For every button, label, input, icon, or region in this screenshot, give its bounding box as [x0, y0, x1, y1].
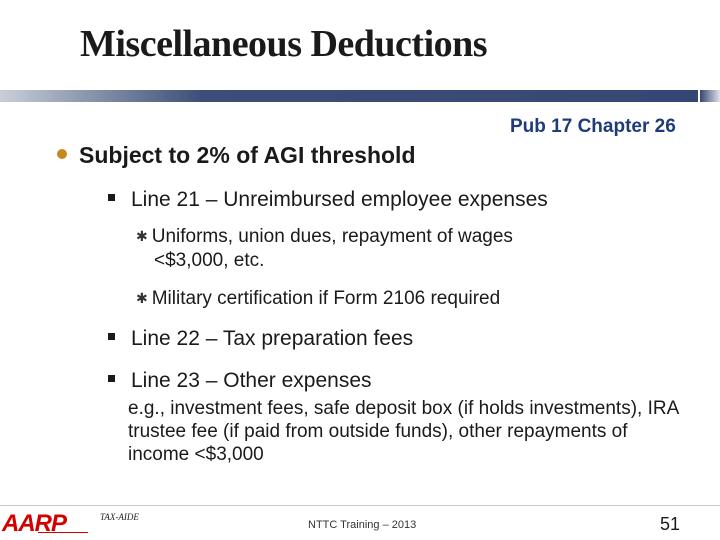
title-accent-bar-fade — [700, 90, 720, 102]
bullet-level1-text: Subject to 2% of AGI threshold — [79, 142, 416, 168]
bullet-line-23-text: Line 23 – Other expenses — [131, 369, 372, 392]
star-bullet-icon: ✱ — [136, 228, 148, 244]
square-bullet-icon — [108, 333, 115, 340]
aarp-logo: AARP — [2, 510, 67, 537]
subbullet-uniforms-line1: Uniforms, union dues, repayment of wages — [151, 226, 513, 247]
subbullet-uniforms-line2: <$3,000, etc. — [154, 250, 265, 271]
square-bullet-icon — [108, 194, 115, 201]
bullet-line-21-text: Line 21 – Unreimbursed employee expenses — [131, 188, 548, 211]
page-number: 51 — [660, 514, 681, 534]
footer-divider — [0, 505, 720, 506]
example-text: e.g., investment fees, safe deposit box (if holds investments), IRA trustee fee (if paid from outside funds), other repayments of income <$3,000 — [128, 398, 679, 465]
bullet-level1 — [57, 142, 416, 169]
bullet-line-21 — [108, 188, 548, 212]
bullet-line-22-text: Line 22 – Tax preparation fees — [131, 327, 414, 350]
bullet-line-23 — [108, 369, 372, 393]
star-bullet-icon: ✱ — [136, 290, 148, 306]
subbullet-uniforms — [136, 225, 656, 272]
title-accent-bar — [0, 90, 720, 102]
aarp-logo-underline — [38, 532, 88, 539]
bullet-dot-icon — [57, 149, 67, 159]
bullet-line-22 — [108, 327, 413, 351]
slide-title: Miscellaneous Deductions — [80, 23, 488, 65]
square-bullet-icon — [108, 375, 115, 382]
footer-center-text: NTTC Training – 2013 — [308, 519, 417, 531]
subbullet-military-text: Military certification if Form 2106 required — [151, 288, 501, 309]
tax-aide-label: TAX-AIDE — [100, 512, 139, 522]
publication-reference: Pub 17 Chapter 26 — [510, 116, 676, 137]
subbullet-military — [136, 287, 656, 311]
